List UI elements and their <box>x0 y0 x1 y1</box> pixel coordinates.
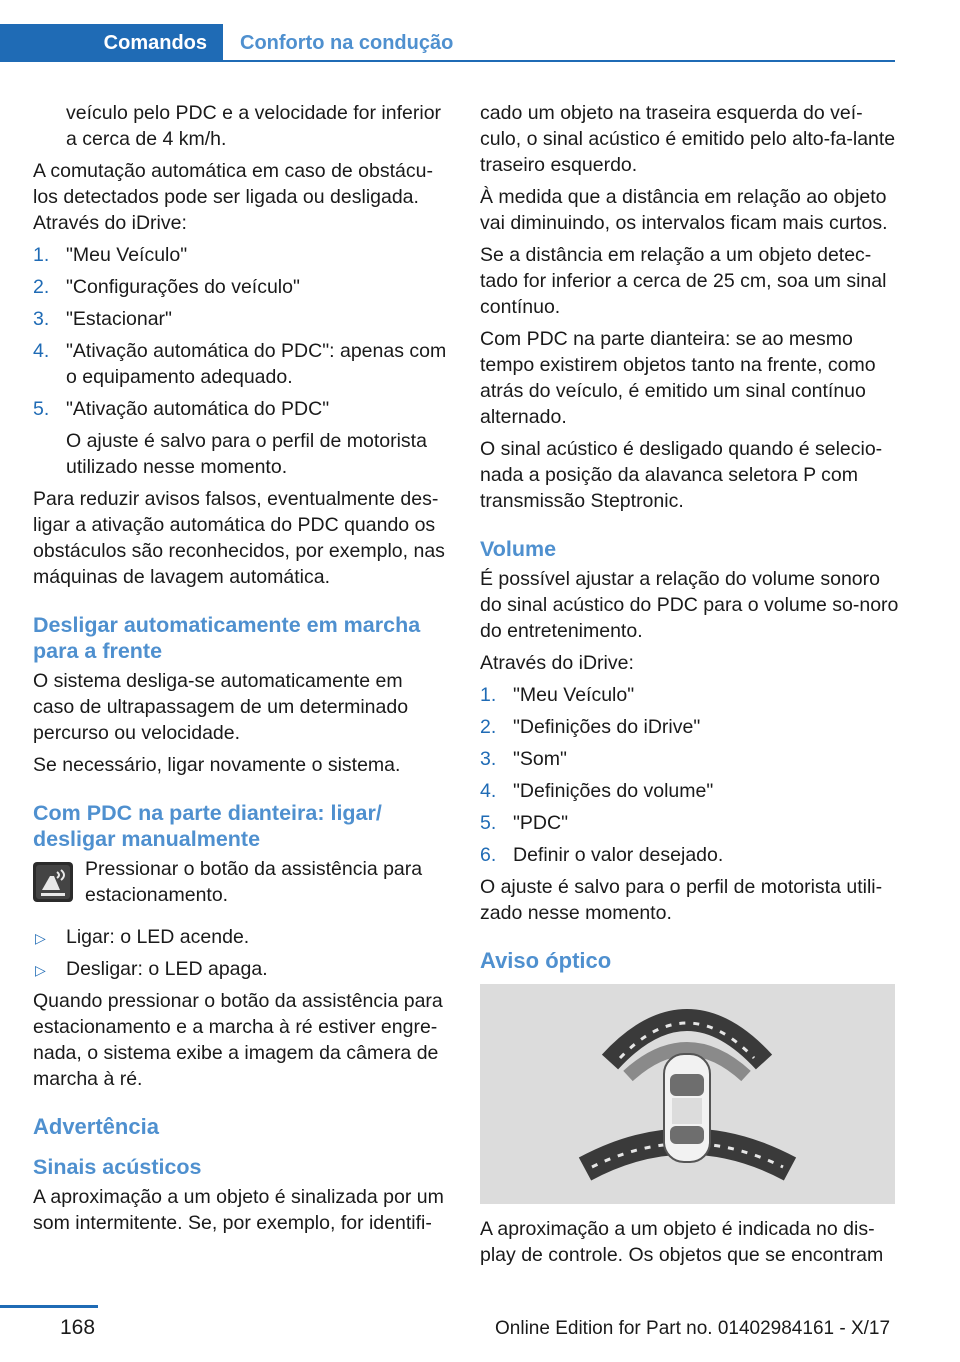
paragraph: O sistema desliga-se automaticamente em caso de ultrapassagem de um determinado percurso ou velocidade. <box>33 670 409 744</box>
left-column <box>33 100 448 1242</box>
section-heading-desligar: Desligar automaticamente em marcha para a frente <box>33 613 421 663</box>
paragraph: O sinal acústico é desligado quando é selecio-nada a posição da alavanca seletora P com transmissão Steptronic. <box>480 438 883 512</box>
paragraph: Se necessário, ligar novamente o sistema. <box>33 754 401 776</box>
header-bar <box>0 24 895 62</box>
section-heading-advertencia: Advertência <box>33 1114 159 1139</box>
list-item <box>33 306 448 332</box>
section-heading-manual: Com PDC na parte dianteira: ligar/ desligar manualmente <box>33 801 382 851</box>
step-text: "Ativação automática do PDC" <box>66 398 330 420</box>
paragraph: Com PDC na parte dianteira: se ao mesmo tempo existirem objetos tanto na frente, como atrás do veículo, é emitido um sinal contínuo alternado. <box>480 328 876 428</box>
parking-assist-button-icon <box>33 862 73 902</box>
step-text: "Definições do volume" <box>513 780 714 802</box>
car-topview-icon <box>664 1054 710 1162</box>
list-item <box>480 746 900 772</box>
paragraph: Quando pressionar o botão da assistência para estacionamento e a marcha à ré estiver engre-nada, o sistema exibe a imagem da câmera de marcha à ré. <box>33 990 443 1090</box>
paragraph: A comutação automática em caso de obstácu-los detectados pode ser ligada ou desligada. Através do iDrive: <box>33 160 433 234</box>
paragraph: O ajuste é salvo para o perfil de motorista utili-zado nesse momento. <box>480 876 883 924</box>
step-text: "Som" <box>513 748 567 770</box>
page-number: 168 <box>60 1316 96 1339</box>
paragraph: A aproximação a um objeto é indicada no dis-play de controle. Os objetos que se encontram <box>480 1218 884 1266</box>
section-heading-volume: Volume <box>480 537 557 561</box>
step-number: 5. <box>33 398 50 420</box>
paragraph: cado um objeto na traseira esquerda do veí-culo, o sinal acústico é emitido pelo alto-fa-lante traseiro esquerdo. <box>480 102 896 176</box>
edition-note: Online Edition for Part no. 01402984161 - X/17 <box>495 1318 891 1339</box>
button-instruction-text: Pressionar o botão da assistência para estacionamento. <box>85 858 423 906</box>
volume-steps-list <box>480 682 900 868</box>
step-number: 1. <box>480 684 497 706</box>
paragraph: Se a distância em relação a um objeto detec-tado for inferior a cerca de 25 cm, soa um sinal contínuo. <box>480 244 887 318</box>
tab-comandos[interactable]: Comandos <box>0 24 223 62</box>
footer-divider <box>0 1305 98 1308</box>
list-item: ▷ Desligar: o LED apaga. <box>33 956 448 982</box>
step-text: Definir o valor desejado. <box>513 844 724 866</box>
step-text: "Definições do iDrive" <box>513 716 701 738</box>
step-text: "Estacionar" <box>66 308 172 330</box>
paragraph: veículo pelo PDC e a velocidade for inferior a cerca de 4 km/h. <box>66 102 442 150</box>
list-item <box>33 396 448 480</box>
led-states-list <box>33 924 448 982</box>
section-heading-aviso: Aviso óptico <box>480 948 612 973</box>
paragraph: É possível ajustar a relação do volume sonoro do sinal acústico do PDC para o volume so-noro do entretenimento. <box>480 568 899 642</box>
step-number: 4. <box>33 340 50 362</box>
step-number: 2. <box>480 716 497 738</box>
list-item <box>33 274 448 300</box>
header-divider <box>0 60 895 62</box>
paragraph: A aproximação a um objeto é sinalizada por um som intermitente. Se, por exemplo, for identifi- <box>33 1186 444 1234</box>
triangle-bullet-icon: ▷ <box>35 962 46 978</box>
step-text: "Ativação automática do PDC": apenas com o equipamento adequado. <box>66 340 447 388</box>
paragraph: Para reduzir avisos falsos, eventualmente des-ligar a ativação automática do PDC quando os obstáculos são reconhecidos, por exemplo, nas máquinas de lavagem automática. <box>33 488 445 588</box>
list-item <box>480 778 900 804</box>
step-number: 5. <box>480 812 497 834</box>
tab-conforto[interactable]: Conforto na condução <box>240 32 454 54</box>
step-number: 6. <box>480 844 497 866</box>
step-number: 1. <box>33 244 50 266</box>
list-item <box>480 714 900 740</box>
list-item <box>480 682 900 708</box>
section-heading-sinais: Sinais acústicos <box>33 1155 202 1179</box>
step-number: 3. <box>33 308 50 330</box>
paragraph: À medida que a distância em relação ao objeto vai diminuindo, os intervalos ficam mais curtos. <box>480 186 888 234</box>
step-text: "Meu Veículo" <box>513 684 635 706</box>
list-item <box>480 810 900 836</box>
list-item <box>480 842 900 868</box>
list-item <box>33 338 448 390</box>
list-item <box>33 242 448 268</box>
step-text: "PDC" <box>513 812 569 834</box>
settings-steps-list <box>33 242 448 480</box>
button-instruction <box>33 856 448 908</box>
step-note: O ajuste é salvo para o perfil de motorista utilizado nesse momento. <box>66 430 427 478</box>
right-column <box>480 100 900 1274</box>
list-item: ▷ Ligar: o LED acende. <box>33 924 448 950</box>
step-text: "Configurações do veículo" <box>66 276 300 298</box>
step-number: 3. <box>480 748 497 770</box>
step-number: 2. <box>33 276 50 298</box>
pdc-display-figure <box>480 984 895 1204</box>
paragraph: Através do iDrive: <box>480 652 634 674</box>
triangle-bullet-icon: ▷ <box>35 930 46 946</box>
step-number: 4. <box>480 780 497 802</box>
step-text: "Meu Veículo" <box>66 244 188 266</box>
